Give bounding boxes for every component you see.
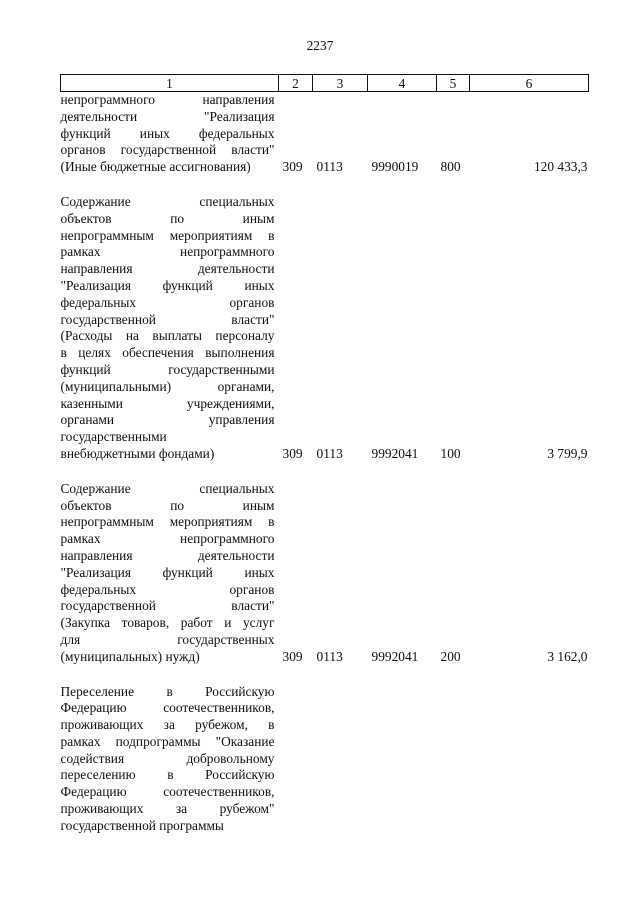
row-expense-type: [437, 684, 470, 835]
description-line: (муниципальными) органами,: [60, 378, 275, 394]
header-col-2: 2: [279, 75, 313, 92]
description-line: Содержание специальных: [60, 193, 275, 209]
description-line: Переселение в Российскую: [60, 683, 275, 699]
row-target-article: [368, 684, 437, 835]
description-line: (Расходы на выплаты персоналу: [60, 328, 275, 344]
row-amount: [470, 684, 589, 835]
page-number: 2237: [306, 38, 334, 53]
description-line: рамках непрограммного: [60, 531, 275, 547]
header-row: [61, 75, 589, 92]
header-col-5: 5: [437, 75, 470, 92]
table-row: [61, 684, 589, 835]
row-spacer: [61, 666, 589, 684]
description-line: проживающих за рубежом": [60, 801, 275, 817]
description-line: содействия добровольному: [60, 750, 275, 766]
header-col-4: 4: [368, 75, 437, 92]
row-subsection-code: [313, 684, 368, 835]
row-subsection-code: 0113: [316, 445, 343, 461]
description-line: федеральных органов: [60, 581, 275, 597]
description-line: проживающих за рубежом, в: [60, 717, 275, 733]
row-target-article: 9992041: [371, 445, 419, 461]
row-amount: 3 799,9: [547, 445, 588, 461]
description-line: Федерацию соотечественников,: [60, 784, 275, 800]
description-line: внебюджетными фондами): [60, 445, 215, 461]
description-line: казенными учреждениями,: [60, 395, 275, 411]
row-target-article: 9990019: [371, 159, 419, 175]
description-line: деятельности "Реализация: [60, 108, 275, 124]
row-subsection-code: 0113: [316, 159, 343, 175]
row-description: [61, 481, 279, 666]
row-expense-type: 100: [440, 445, 461, 461]
description-line: непрограммным мероприятиям в: [60, 227, 275, 243]
description-line: государственной власти": [60, 598, 275, 614]
description-line: функций государственными: [60, 361, 275, 377]
header-col-6: 6: [470, 75, 589, 92]
header-col-1: 1: [61, 75, 279, 92]
description-line: органов государственной власти": [60, 142, 275, 158]
description-line: направления деятельности: [60, 261, 275, 277]
description-line: государственной власти": [60, 311, 275, 327]
row-spacer-cell: [61, 463, 589, 481]
description-line: непрограммного направления: [60, 92, 275, 107]
description-line: объектов по иным: [60, 497, 275, 513]
description-line: функций иных федеральных: [60, 125, 275, 141]
description-line: объектов по иным: [60, 210, 275, 226]
description-line: направления деятельности: [60, 547, 275, 563]
description-line: Федерацию соотечественников,: [60, 700, 275, 716]
row-expense-type: 800: [440, 159, 461, 175]
table-row: [61, 481, 589, 666]
row-spacer-cell: [61, 666, 589, 684]
budget-table: [60, 74, 589, 835]
description-line: (Закупка товаров, работ и услуг: [60, 615, 275, 631]
row-section-code: 309: [282, 159, 303, 175]
description-line: (муниципальных) нужд): [60, 648, 200, 664]
row-section-code: 309: [282, 648, 303, 664]
row-section-code: 309: [282, 445, 303, 461]
row-description: [61, 92, 279, 176]
row-spacer: [61, 176, 589, 194]
description-line: переселению в Российскую: [60, 767, 275, 783]
description-line: непрограммным мероприятиям в: [60, 514, 275, 530]
row-spacer: [61, 463, 589, 481]
row-spacer-cell: [61, 176, 589, 194]
description-line: государственными: [60, 429, 167, 445]
description-line: "Реализация функций иных: [60, 564, 275, 580]
description-line: органами управления: [60, 412, 275, 428]
description-line: для государственных: [60, 631, 275, 647]
description-line: "Реализация функций иных: [60, 277, 275, 293]
table-row: [61, 194, 589, 463]
row-amount: 120 433,3: [533, 159, 588, 175]
row-expense-type: 200: [440, 648, 461, 664]
description-line: Содержание специальных: [60, 480, 275, 496]
row-description: [61, 194, 279, 463]
description-line: рамках непрограммного: [60, 244, 275, 260]
row-amount: 3 162,0: [547, 648, 588, 664]
description-line: в целях обеспечения выполнения: [60, 345, 275, 361]
table-body: [61, 92, 589, 835]
description-line: государственной программы: [60, 817, 224, 833]
header-col-3: 3: [313, 75, 368, 92]
row-description: [61, 684, 279, 835]
description-line: рамках подпрограммы "Оказание: [60, 733, 275, 749]
description-line: (Иные бюджетные ассигнования): [60, 159, 251, 175]
description-line: федеральных органов: [60, 294, 275, 310]
table-row: [61, 92, 589, 176]
row-subsection-code: 0113: [316, 648, 343, 664]
row-target-article: 9992041: [371, 648, 419, 664]
row-section-code: [279, 684, 313, 835]
table-header: [61, 75, 589, 92]
